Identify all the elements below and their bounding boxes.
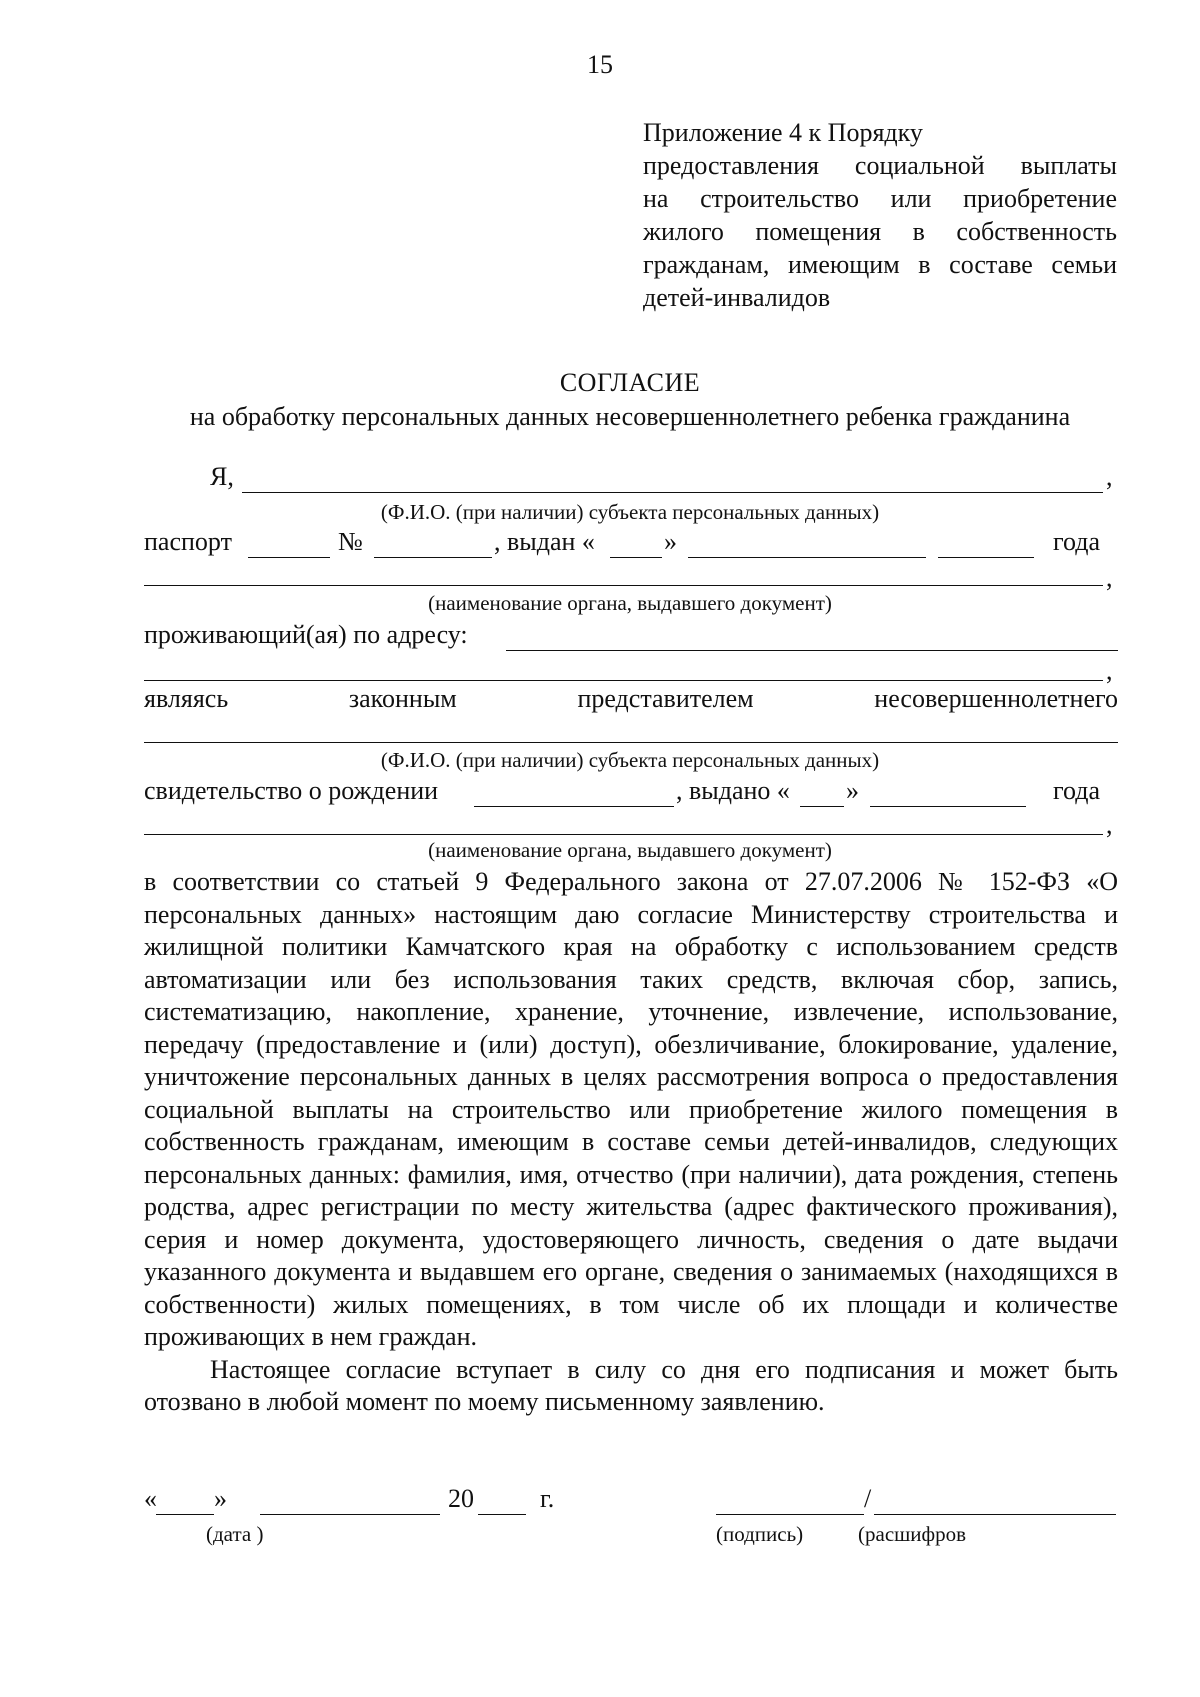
birth-certificate-number-field[interactable] bbox=[474, 806, 674, 807]
child-fio-row bbox=[144, 718, 1118, 752]
address-continued-field[interactable] bbox=[144, 680, 1103, 681]
consent-paragraph: в соответствии со статьей 9 Федерального закона от 27.07.2006 № 152-ФЗ «О персональных данных» настоящим даю согласие Министерству строительства и жилищной политики Камчатского края на обработку с использованием средств автоматизации или без использования таких средств, включая сбор, запись, систематизацию, накопление, хранение, уточнение, извлечение, использование, передачу (предоставление и (или) доступ), обезличивание, блокирование, удаление, уничтожение персональных данных в целях рассмотрения вопроса о предоставления социальной выплаты на строительство или приобретение жилого помещения в собственность гражданам, имеющим в составе семьи детей-инвалидов, следующих персональных данных: фамилия, имя, отчество (при наличии), дата рождения, степень родства, адрес регистрации по месту жительства (адрес фактического проживания), серия и номер документа, удостоверяющего личность, сведения о дате выдачи указанного документа и выдавшем его органе, сведения о занимаемых (находящихся в собственности) жилых помещениях, в том числе об их площади и количестве проживающих в нем граждан. bbox=[144, 867, 1118, 1351]
page-number: 15 bbox=[587, 50, 613, 79]
appendix-line: предоставления социальной выплаты bbox=[643, 151, 1117, 180]
issued-label: , выдан « bbox=[494, 527, 595, 556]
sign-day-field[interactable] bbox=[156, 1514, 214, 1515]
organ-hint: (наименование органа, выдавшего документ) bbox=[428, 838, 832, 862]
signature-row bbox=[144, 1484, 1118, 1520]
issue-month-field[interactable] bbox=[688, 557, 926, 558]
address-row bbox=[144, 620, 1118, 654]
appendix-line: детей-инвалидов bbox=[643, 283, 831, 312]
child-fio-field[interactable] bbox=[144, 742, 1118, 743]
birth-certificate-row bbox=[144, 776, 1118, 810]
passport-label: паспорт bbox=[144, 527, 232, 556]
appendix-line: Приложение 4 к Порядку bbox=[643, 118, 923, 147]
sign-hint: (подпись) bbox=[716, 1522, 804, 1546]
signature-field[interactable] bbox=[716, 1514, 864, 1515]
i-label: Я, bbox=[210, 462, 234, 491]
date-hint: (дата ) bbox=[206, 1522, 264, 1546]
document-title: СОГЛАСИЕ bbox=[559, 368, 701, 397]
year-prefix: 20 bbox=[448, 1484, 474, 1513]
year-label: года bbox=[1053, 776, 1101, 805]
consent-paragraph: Настоящее согласие вступает в силу со дня его подписания и может быть отозвано в любой момент по моему письменному заявлению. bbox=[144, 1354, 1118, 1416]
appendix-line: жилого помещения в собственность bbox=[643, 217, 1117, 246]
year-label: года bbox=[1053, 527, 1101, 556]
comma: , bbox=[1106, 656, 1113, 685]
appendix-header bbox=[643, 116, 1117, 314]
sign-year-field[interactable] bbox=[478, 1514, 526, 1515]
passport-series-field[interactable] bbox=[248, 557, 330, 558]
birth-issue-day-field[interactable] bbox=[800, 806, 844, 807]
document-subtitle: на обработку персональных данных несовершеннолетнего ребенка гражданина bbox=[189, 402, 1071, 431]
decode-hint: (расшифров bbox=[858, 1522, 967, 1546]
sign-month-field[interactable] bbox=[260, 1514, 440, 1515]
number-label: № bbox=[338, 527, 363, 556]
rep-word: представителем bbox=[577, 684, 754, 713]
comma: , bbox=[1106, 462, 1113, 491]
close-quote: » bbox=[664, 527, 677, 556]
slash: / bbox=[864, 1484, 872, 1513]
birth-label: свидетельство о рождении bbox=[144, 776, 439, 805]
close-quote: » bbox=[214, 1484, 227, 1513]
rep-word: несовершеннолетнего bbox=[874, 684, 1118, 713]
comma: , bbox=[1106, 810, 1113, 839]
comma: , bbox=[1106, 563, 1113, 592]
fio-hint: (Ф.И.О. (при наличии) субъекта персональных данных) bbox=[380, 748, 880, 772]
address-field[interactable] bbox=[506, 650, 1118, 651]
issue-day-field[interactable] bbox=[610, 557, 662, 558]
passport-organ-field[interactable] bbox=[144, 585, 1103, 586]
representative-row bbox=[144, 684, 1118, 718]
fio-field[interactable] bbox=[242, 492, 1103, 493]
fio-hint: (Ф.И.О. (при наличии) субъекта персональных данных) bbox=[380, 500, 880, 524]
fio-row bbox=[144, 462, 1118, 496]
appendix-line: на строительство или приобретение bbox=[643, 184, 1117, 213]
signature-decoding-field[interactable] bbox=[874, 1514, 1116, 1515]
rep-word: являясь bbox=[144, 684, 229, 713]
passport-row bbox=[144, 527, 1118, 561]
organ-hint: (наименование органа, выдавшего документ) bbox=[428, 591, 832, 615]
issue-year-field[interactable] bbox=[938, 557, 1034, 558]
passport-number-field[interactable] bbox=[374, 557, 492, 558]
address-label: проживающий(ая) по адресу: bbox=[144, 620, 468, 649]
appendix-line: гражданам, имеющим в составе семьи bbox=[643, 250, 1117, 279]
rep-word: законным bbox=[348, 684, 457, 713]
birth-issue-month-field[interactable] bbox=[870, 806, 1026, 807]
birth-issued-label: , выдано « bbox=[676, 776, 790, 805]
year-suffix: г. bbox=[540, 1484, 555, 1513]
birth-organ-field[interactable] bbox=[144, 834, 1103, 835]
open-quote: « bbox=[144, 1484, 157, 1513]
birth-close-quote: » bbox=[846, 776, 859, 805]
consent-body bbox=[144, 866, 1118, 1419]
